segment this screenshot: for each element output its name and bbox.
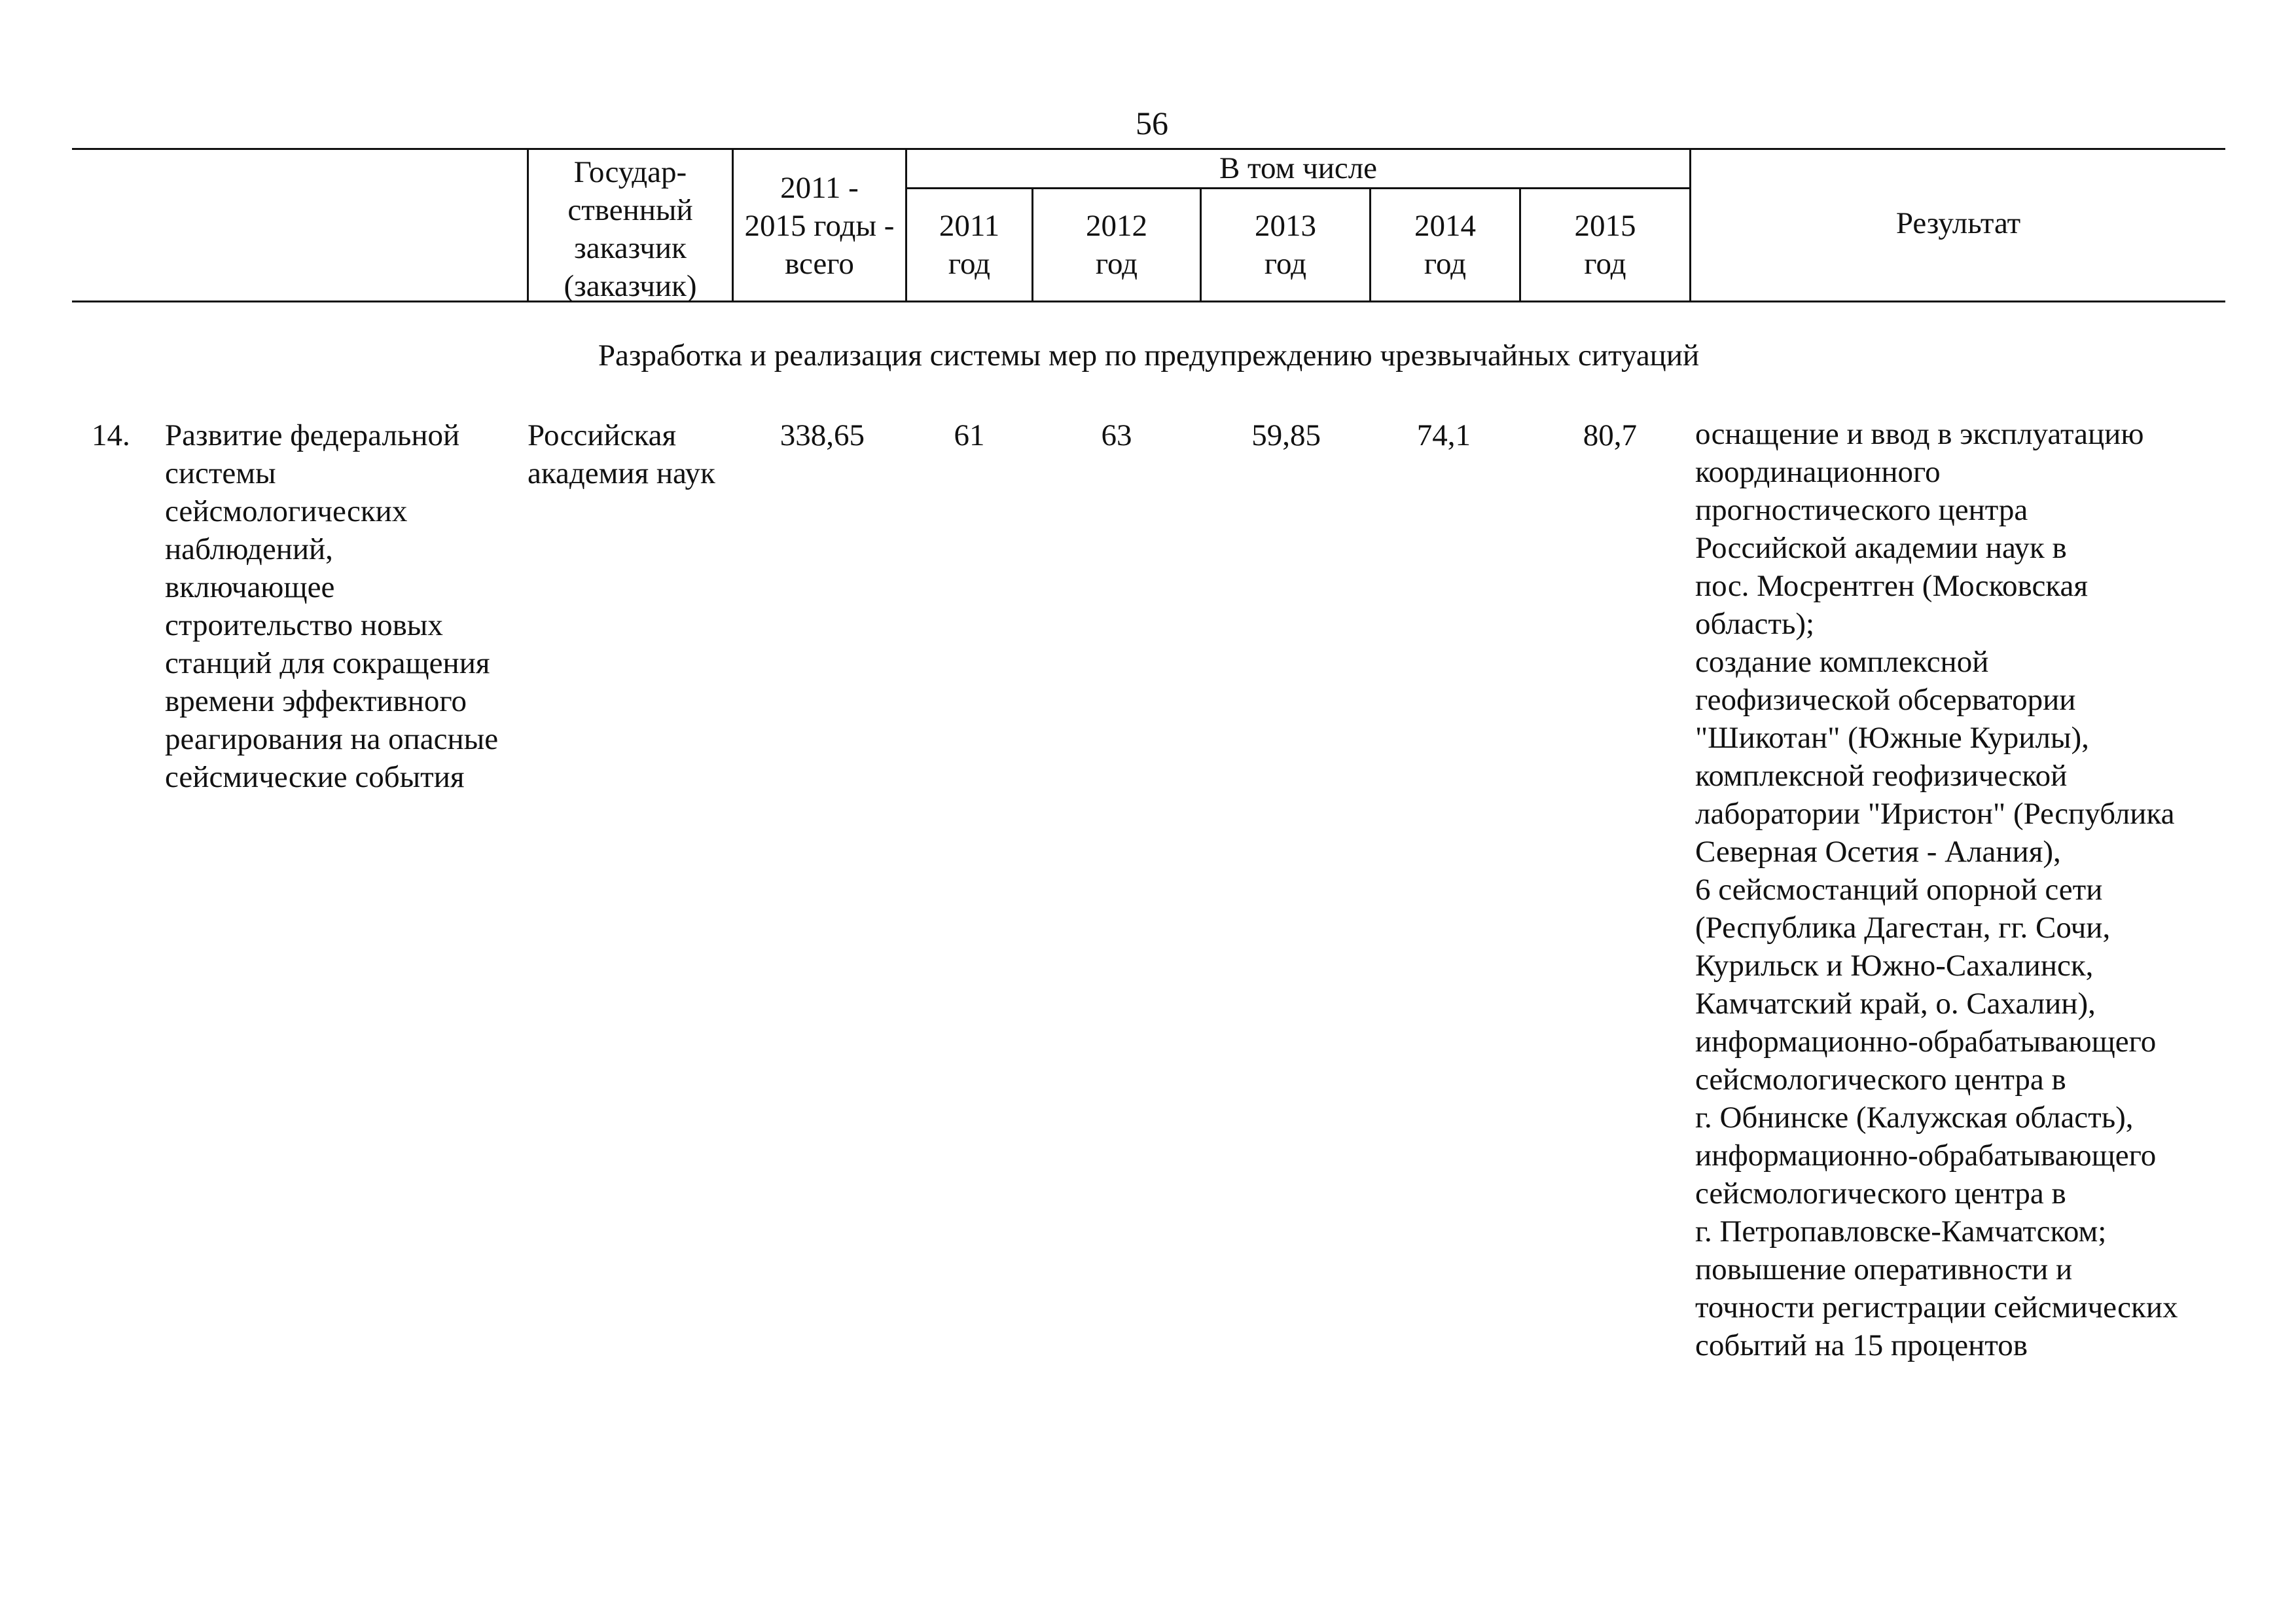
header-year-unit: год [948,247,991,281]
row-value-2015: 80,7 [1583,418,1637,452]
row-value-2011: 61 [954,418,985,452]
row-name-line: Развитие федеральной [165,418,460,452]
row-value-2014: 74,1 [1416,418,1471,452]
header-result: Результат [1895,206,2021,240]
row-result-line: информационно-обрабатывающего [1695,1139,2157,1173]
row-customer-line: академия наук [528,456,715,490]
header-year-2011 [907,207,1031,283]
row-total: 338,65 [780,418,865,452]
row-name-line: сейсмические события [165,760,465,794]
header-total [734,169,905,283]
header-customer-line: заказчик [574,231,687,265]
row-result-line: г. Петропавловске-Камчатском; [1695,1214,2107,1249]
row-name-line: наблюдений, [165,532,333,566]
row-name-line: времени эффективного [165,684,467,718]
row-result-line: 6 сейсмостанций опорной сети [1695,873,2103,907]
row-result-line: Северная Осетия - Алания), [1695,835,2061,869]
header-year-unit: год [1095,247,1138,281]
header-year-2015 [1521,207,1689,283]
header-year-2014 [1371,207,1519,283]
row-customer [528,416,734,492]
row-result-line: г. Обнинске (Калужская область), [1695,1101,2134,1135]
header-year-value: 2013 [1255,209,1316,243]
page-number: 56 [1136,105,1168,141]
row-result-line: сейсмологического центра в [1695,1063,2066,1097]
row-result-line: Российской академии наук в [1695,531,2067,565]
header-bottom-rule [72,301,2225,302]
row-result-line: сейсмологического центра в [1695,1176,2066,1211]
header-year-2013 [1202,207,1369,283]
row-customer-line: Российская [528,418,677,452]
header-year-value: 2015 [1574,209,1636,243]
row-result-line: "Шикотан" (Южные Курилы), [1695,721,2089,755]
row-result-line: Камчатский край, о. Сахалин), [1695,987,2096,1021]
header-customer-line: ственный [567,193,693,227]
row-name-line: строительство новых [165,608,443,642]
row-number: 14. [92,418,130,452]
row-result-line: создание комплексной [1695,645,1989,679]
row-name-line: системы [165,456,276,490]
header-customer-line: Государ- [573,155,687,189]
row-name [165,416,525,796]
header-total-line: 2015 годы - [744,209,895,243]
row-result-line: прогностического центра [1695,493,2028,527]
row-result-line: комплексной геофизической [1695,759,2068,793]
header-year-unit: год [1424,247,1467,281]
row-name-line: сейсмологических [165,494,408,528]
header-customer [529,153,732,305]
row-value-2013: 59,85 [1251,418,1321,452]
row-result-line: область); [1695,607,1815,641]
row-result-line: Курильск и Южно-Сахалинск, [1695,949,2094,983]
row-result-line: повышение оперативности и [1695,1252,2073,1286]
row-name-line: реагирования на опасные [165,722,499,756]
header-year-value: 2011 [939,209,1000,243]
header-including: В том числе [1219,151,1378,185]
header-year-unit: год [1264,247,1307,281]
header-year-value: 2014 [1414,209,1476,243]
row-name-line: включающее [165,570,335,604]
section-title: Разработка и реализация системы мер по предупреждению чрезвычайных ситуаций [598,338,1700,373]
including-rule [907,187,1690,189]
row-result-line: (Республика Дагестан, гг. Сочи, [1695,911,2111,945]
header-customer-line: (заказчик) [564,269,697,303]
header-total-line: 2011 - [780,171,859,205]
row-result [1695,415,2225,1364]
row-name-line: станций для сокращения [165,646,490,680]
row-result-line: информационно-обрабатывающего [1695,1025,2157,1059]
header-year-2012 [1033,207,1200,283]
header-year-unit: год [1584,247,1626,281]
row-result-line: пос. Мосрентген (Московская [1695,569,2088,603]
row-result-line: геофизической обсерватории [1695,683,2076,717]
row-result-line: лаборатории "Иристон" (Республика [1695,797,2175,831]
row-result-line: событий на 15 процентов [1695,1328,2028,1362]
row-result-line: оснащение и ввод в эксплуатацию [1695,417,2144,451]
header-total-line: всего [785,247,854,281]
row-result-line: точности регистрации сейсмических [1695,1290,2178,1324]
header-year-value: 2012 [1086,209,1147,243]
row-value-2012: 63 [1101,418,1132,452]
row-result-line: координационного [1695,455,1941,489]
